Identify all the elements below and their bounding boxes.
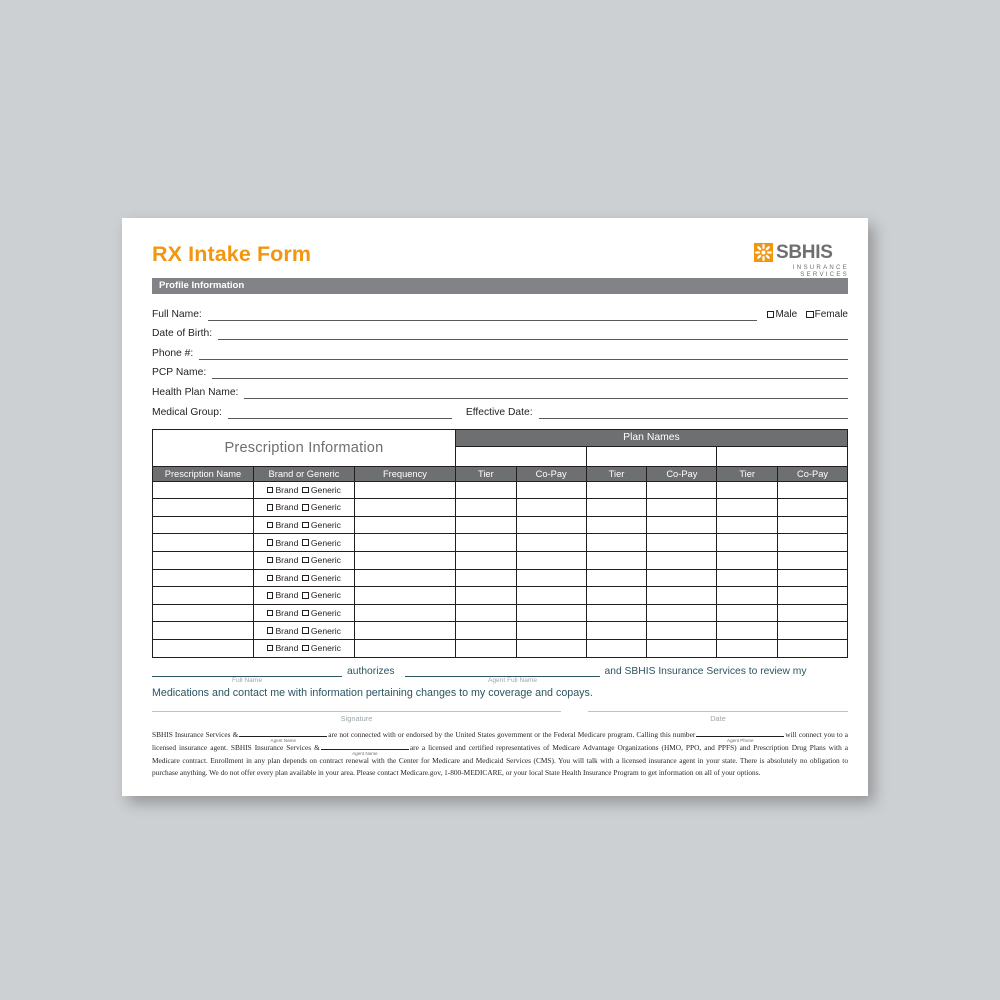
- checkbox-brand[interactable]: [267, 522, 274, 529]
- cell-tier-2[interactable]: [586, 499, 647, 517]
- label-generic: Generic: [310, 572, 341, 583]
- checkbox-generic[interactable]: [302, 645, 309, 652]
- field-row-date-of-birth: [152, 321, 848, 341]
- field-row-full-name: [152, 301, 848, 321]
- plan-name-input-1[interactable]: [455, 447, 586, 467]
- column-tier-1: Tier: [455, 466, 516, 481]
- cell-tier-3[interactable]: [717, 569, 778, 587]
- input-full-name[interactable]: [208, 308, 757, 321]
- label-female: Female: [814, 308, 848, 320]
- cell-tier-2[interactable]: [586, 622, 647, 640]
- option-generic[interactable]: [302, 590, 341, 600]
- cell-prescription-name[interactable]: [153, 534, 254, 552]
- auth-word-authorizes: authorizes: [347, 665, 395, 677]
- label-generic: Generic: [310, 625, 341, 636]
- cell-prescription-name[interactable]: [153, 499, 254, 517]
- table-row: [153, 622, 848, 640]
- cell-copay-1[interactable]: [516, 587, 586, 605]
- cell-copay-3[interactable]: [778, 481, 848, 499]
- cell-copay-1[interactable]: [516, 516, 586, 534]
- label-generic: Generic: [310, 608, 341, 619]
- authorization-line-1: [152, 665, 848, 677]
- gender-group: [767, 309, 848, 321]
- option-brand[interactable]: [267, 643, 298, 653]
- input-effective-date[interactable]: [539, 406, 848, 419]
- column-prescription-name: Prescription Name: [153, 466, 254, 481]
- cell-brand-or-generic: [253, 499, 354, 517]
- label-generic: Generic: [310, 520, 341, 531]
- table-head-row-columns: [153, 466, 848, 481]
- checkbox-generic[interactable]: [302, 522, 309, 529]
- brand-wordmark: SBHIS: [776, 242, 833, 263]
- label-brand: Brand: [275, 590, 299, 601]
- label-brand: Brand: [275, 502, 299, 513]
- label-brand: Brand: [275, 608, 299, 619]
- signature-labels: [152, 713, 848, 724]
- column-frequency: Frequency: [354, 466, 455, 481]
- cell-tier-3[interactable]: [717, 551, 778, 569]
- prescription-table-head: [153, 429, 848, 481]
- option-brand[interactable]: [267, 538, 298, 548]
- cell-brand-or-generic: [253, 481, 354, 499]
- cell-tier-1[interactable]: [455, 604, 516, 622]
- label-brand: Brand: [275, 625, 299, 636]
- cell-tier-1[interactable]: [455, 587, 516, 605]
- starburst-icon: [754, 243, 773, 262]
- cell-tier-1[interactable]: [455, 569, 516, 587]
- option-generic[interactable]: [302, 555, 341, 565]
- option-generic[interactable]: [302, 626, 341, 636]
- cell-tier-1[interactable]: [455, 481, 516, 499]
- cell-copay-1[interactable]: [516, 604, 586, 622]
- checkbox-brand[interactable]: [267, 592, 274, 599]
- brand-tagline: INSURANCE SERVICES: [792, 264, 849, 278]
- option-brand[interactable]: [267, 590, 298, 600]
- sublabel-full-name: Full Name: [231, 676, 263, 684]
- label-generic: Generic: [310, 590, 341, 601]
- checkbox-generic[interactable]: [302, 504, 309, 511]
- signature-area: [152, 711, 848, 724]
- input-disclaimer-agent-phone[interactable]: [696, 728, 784, 743]
- cell-frequency[interactable]: [354, 534, 455, 552]
- column-copay-3: Co-Pay: [778, 466, 848, 481]
- cell-tier-2[interactable]: [586, 534, 647, 552]
- label-date: Date: [710, 713, 726, 723]
- sublabel-agent-name-1: Agent Name: [270, 737, 297, 743]
- cell-tier-3[interactable]: [717, 516, 778, 534]
- authorization-block: [152, 665, 848, 699]
- cell-copay-2[interactable]: [647, 587, 717, 605]
- cell-brand-or-generic: [253, 516, 354, 534]
- cell-frequency[interactable]: [354, 604, 455, 622]
- form-page: [122, 218, 868, 796]
- cell-frequency[interactable]: [354, 587, 455, 605]
- checkbox-generic[interactable]: [302, 487, 309, 494]
- disclaimer-seg-4: are a licensed and certified representatives of Medicare Advantage Organizations (HMO, PPO, and PPFS) and Prescription Drug Plans with a Medicare contract. Enrollment in any plan depends on contract renewal with the Center for Medicare and Medicaid Services (CMS). You will talk with a licensed insurance agent in your state. There is absolutely no obligation to purchase anything. We do not offer every plan available in your area. Please contact Medicare.gov, 1-800-MEDICARE, or your local State Health Insurance Program to get information on all of your options.: [152, 743, 848, 778]
- cell-copay-1[interactable]: [516, 499, 586, 517]
- option-brand[interactable]: [267, 626, 298, 636]
- input-disclaimer-agent-name-2[interactable]: [321, 741, 409, 757]
- label-full-name: Full Name:: [152, 308, 202, 320]
- label-pcp-name: PCP Name:: [152, 367, 207, 379]
- checkbox-generic[interactable]: [302, 627, 309, 634]
- table-row: [153, 534, 848, 552]
- cell-tier-3[interactable]: [717, 534, 778, 552]
- cell-prescription-name[interactable]: [153, 622, 254, 640]
- option-brand[interactable]: [267, 485, 298, 495]
- input-date-of-birth[interactable]: [218, 327, 848, 340]
- cell-copay-1[interactable]: [516, 534, 586, 552]
- cell-brand-or-generic: [253, 551, 354, 569]
- cell-brand-or-generic: [253, 587, 354, 605]
- field-row-pcp-name: [152, 360, 848, 380]
- checkbox-generic[interactable]: [302, 557, 309, 564]
- label-brand: Brand: [275, 555, 299, 566]
- checkbox-brand[interactable]: [267, 575, 274, 582]
- cell-tier-3[interactable]: [717, 481, 778, 499]
- cell-tier-3[interactable]: [717, 587, 778, 605]
- label-health-plan-name: Health Plan Name:: [152, 386, 239, 398]
- checkbox-brand[interactable]: [267, 610, 274, 617]
- document-header: [152, 236, 848, 278]
- cell-copay-2[interactable]: [647, 534, 717, 552]
- prescription-information-title: Prescription Information: [153, 429, 456, 466]
- checkbox-generic[interactable]: [302, 610, 309, 617]
- cell-copay-3[interactable]: [778, 622, 848, 640]
- cell-copay-1[interactable]: [516, 481, 586, 499]
- disclaimer-seg-1: SBHIS Insurance Services &: [152, 729, 239, 739]
- checkbox-brand[interactable]: [267, 539, 274, 546]
- table-row: [153, 481, 848, 499]
- option-generic[interactable]: [302, 485, 341, 495]
- option-generic[interactable]: [302, 573, 341, 583]
- label-generic: Generic: [310, 555, 341, 566]
- cell-frequency[interactable]: [354, 569, 455, 587]
- cell-copay-1[interactable]: [516, 639, 586, 657]
- cell-copay-3[interactable]: [778, 516, 848, 534]
- label-brand: Brand: [275, 572, 299, 583]
- cell-tier-2[interactable]: [586, 569, 647, 587]
- cell-copay-3[interactable]: [778, 499, 848, 517]
- sublabel-agent-phone: Agent Phone: [727, 737, 754, 743]
- field-row-phone: [152, 340, 848, 360]
- table-row: [153, 604, 848, 622]
- cell-frequency[interactable]: [354, 639, 455, 657]
- checkbox-brand[interactable]: [267, 627, 274, 634]
- cell-tier-2[interactable]: [586, 639, 647, 657]
- field-row-medical-group: [152, 399, 848, 419]
- prescription-table-body: [153, 481, 848, 657]
- cell-tier-2[interactable]: [586, 604, 647, 622]
- cell-tier-1[interactable]: [455, 499, 516, 517]
- cell-tier-1[interactable]: [455, 639, 516, 657]
- label-brand: Brand: [275, 484, 299, 495]
- option-brand[interactable]: [267, 573, 298, 583]
- cell-copay-1[interactable]: [516, 622, 586, 640]
- label-effective-date: Effective Date:: [465, 406, 533, 418]
- cell-copay-2[interactable]: [647, 551, 717, 569]
- sublabel-agent-full-name: Agent Full Name: [487, 676, 538, 684]
- cell-frequency[interactable]: [354, 499, 455, 517]
- plan-name-input-2[interactable]: [586, 447, 717, 467]
- disclaimer-seg-3: will connect you to a licensed insurance agent. SBHIS Insurance Services &: [152, 729, 848, 753]
- sublabel-agent-name-2: Agent Name: [352, 751, 378, 757]
- table-row: [153, 516, 848, 534]
- authorization-sublabels: [152, 677, 848, 686]
- cell-tier-1[interactable]: [455, 551, 516, 569]
- option-brand[interactable]: [267, 608, 298, 618]
- checkbox-brand[interactable]: [267, 504, 274, 511]
- label-signature: Signature: [340, 713, 373, 723]
- disclaimer-seg-2: are not connected with or endorsed by the United States government or the Federal Medicare program. Calling this number: [328, 729, 696, 739]
- cell-tier-1[interactable]: [455, 622, 516, 640]
- label-phone: Phone #:: [152, 347, 194, 359]
- cell-brand-or-generic: [253, 639, 354, 657]
- cell-brand-or-generic: [253, 569, 354, 587]
- label-generic: Generic: [310, 537, 341, 548]
- cell-tier-1[interactable]: [455, 534, 516, 552]
- column-tier-2: Tier: [586, 466, 647, 481]
- checkbox-brand[interactable]: [267, 487, 274, 494]
- label-generic: Generic: [310, 502, 341, 513]
- input-phone[interactable]: [199, 347, 848, 360]
- cell-frequency[interactable]: [354, 551, 455, 569]
- column-copay-1: Co-Pay: [516, 466, 586, 481]
- table-head-row-titles: [153, 429, 848, 446]
- checkbox-generic[interactable]: [302, 592, 309, 599]
- profile-section-heading: Profile Information: [152, 278, 848, 294]
- input-auth-full-name[interactable]: [152, 665, 342, 677]
- brand-logo: [754, 242, 850, 278]
- plan-name-input-3[interactable]: [717, 447, 848, 467]
- option-generic[interactable]: [302, 538, 341, 548]
- cell-prescription-name[interactable]: [153, 551, 254, 569]
- cell-copay-3[interactable]: [778, 551, 848, 569]
- label-male: Male: [775, 308, 798, 320]
- authorization-line-2: Medications and contact me with information pertaining changes to my coverage and copays.: [152, 686, 593, 699]
- cell-prescription-name[interactable]: [153, 516, 254, 534]
- gender-option-male[interactable]: [767, 309, 797, 321]
- cell-prescription-name[interactable]: [153, 481, 254, 499]
- input-auth-agent-full-name[interactable]: [405, 665, 600, 677]
- cell-copay-3[interactable]: [778, 604, 848, 622]
- cell-copay-3[interactable]: [778, 569, 848, 587]
- cell-prescription-name[interactable]: [153, 587, 254, 605]
- input-medical-group[interactable]: [228, 406, 452, 419]
- cell-tier-3[interactable]: [717, 622, 778, 640]
- cell-brand-or-generic: [253, 604, 354, 622]
- label-medical-group: Medical Group:: [152, 406, 222, 418]
- input-health-plan-name[interactable]: [244, 386, 848, 399]
- cell-prescription-name[interactable]: [153, 569, 254, 587]
- cell-copay-3[interactable]: [778, 534, 848, 552]
- form-content: [152, 236, 848, 784]
- brand-mark-row: [754, 243, 850, 262]
- table-row: [153, 569, 848, 587]
- gender-option-female[interactable]: [806, 309, 848, 321]
- checkbox-generic[interactable]: [302, 539, 309, 546]
- cell-tier-3[interactable]: [717, 639, 778, 657]
- column-brand-or-generic: Brand or Generic: [253, 466, 354, 481]
- cell-brand-or-generic: [253, 622, 354, 640]
- option-generic[interactable]: [302, 520, 341, 530]
- cell-frequency[interactable]: [354, 622, 455, 640]
- field-row-health-plan-name: [152, 379, 848, 399]
- cell-copay-3[interactable]: [778, 639, 848, 657]
- auth-tail-text: and SBHIS Insurance Services to review my: [604, 665, 807, 677]
- checkbox-male[interactable]: [767, 311, 775, 319]
- table-row: [153, 587, 848, 605]
- table-row: [153, 639, 848, 657]
- cell-frequency[interactable]: [354, 516, 455, 534]
- option-generic[interactable]: [302, 608, 341, 618]
- input-disclaimer-agent-name-1[interactable]: [239, 728, 327, 743]
- cell-copay-2[interactable]: [647, 499, 717, 517]
- plan-names-title: Plan Names: [455, 429, 847, 446]
- label-brand: Brand: [275, 643, 299, 654]
- cell-tier-2[interactable]: [586, 516, 647, 534]
- option-brand[interactable]: [267, 520, 298, 530]
- label-generic: Generic: [310, 484, 341, 495]
- cell-tier-2[interactable]: [586, 481, 647, 499]
- cell-copay-1[interactable]: [516, 551, 586, 569]
- checkbox-female[interactable]: [806, 311, 814, 319]
- cell-copay-2[interactable]: [647, 604, 717, 622]
- cell-copay-2[interactable]: [647, 639, 717, 657]
- label-date-of-birth: Date of Birth:: [152, 328, 213, 340]
- page-title: RX Intake Form: [152, 242, 312, 266]
- cell-tier-2[interactable]: [586, 551, 647, 569]
- input-pcp-name[interactable]: [212, 366, 848, 379]
- checkbox-generic[interactable]: [302, 575, 309, 582]
- label-generic: Generic: [310, 643, 341, 654]
- cell-copay-3[interactable]: [778, 587, 848, 605]
- column-copay-2: Co-Pay: [647, 466, 717, 481]
- disclaimer-paragraph: [152, 728, 848, 780]
- disclaimer-block: [152, 728, 848, 780]
- label-brand: Brand: [275, 537, 299, 548]
- option-brand[interactable]: [267, 555, 298, 565]
- table-row: [153, 551, 848, 569]
- cell-tier-2[interactable]: [586, 587, 647, 605]
- option-brand[interactable]: [267, 502, 298, 512]
- cell-brand-or-generic: [253, 534, 354, 552]
- profile-fields: [152, 301, 848, 419]
- column-tier-3: Tier: [717, 466, 778, 481]
- prescription-table: [152, 429, 848, 658]
- cell-copay-2[interactable]: [647, 569, 717, 587]
- cell-copay-2[interactable]: [647, 622, 717, 640]
- cell-tier-3[interactable]: [717, 499, 778, 517]
- cell-prescription-name[interactable]: [153, 639, 254, 657]
- checkbox-brand[interactable]: [267, 557, 274, 564]
- option-generic[interactable]: [302, 643, 341, 653]
- cell-copay-2[interactable]: [647, 516, 717, 534]
- table-row: [153, 499, 848, 517]
- label-brand: Brand: [275, 520, 299, 531]
- cell-frequency[interactable]: [354, 481, 455, 499]
- cell-tier-1[interactable]: [455, 516, 516, 534]
- cell-prescription-name[interactable]: [153, 604, 254, 622]
- cell-copay-2[interactable]: [647, 481, 717, 499]
- checkbox-brand[interactable]: [267, 645, 274, 652]
- cell-copay-1[interactable]: [516, 569, 586, 587]
- option-generic[interactable]: [302, 502, 341, 512]
- cell-tier-3[interactable]: [717, 604, 778, 622]
